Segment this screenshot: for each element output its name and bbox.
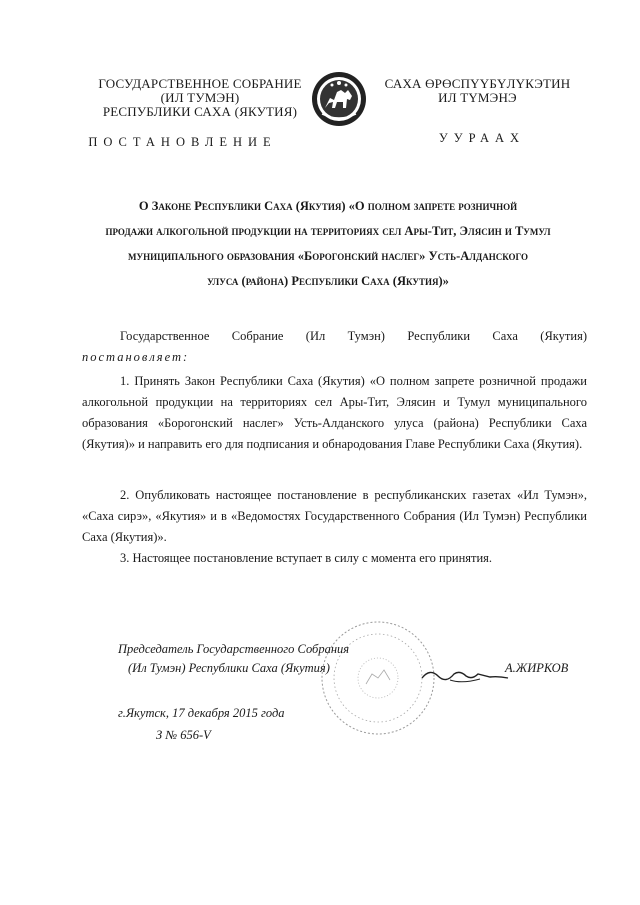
doc-type-left: ПОСТАНОВЛЕНИЕ	[88, 135, 277, 149]
paragraph-1: 1. Принять Закон Республики Саха (Якутия) «О полном запрете розничной продажи алкогольной продукции на территориях сел Ары-Тит, Элясин и Тумул муниципального образования «Борогонский наслег» Усть-Алданского улуса (района) Республики Саха (Якутия)» и направить его для подписания и обнародования Главе Республики Саха (Якутия).	[82, 374, 587, 451]
place-and-date: г.Якутск, 17 декабря 2015 года	[118, 706, 285, 720]
header-left-line3: РЕСПУБЛИКИ САХА (ЯКУТИЯ)	[102, 104, 298, 119]
paragraph-3: 3. Настоящее постановление вступает в силу с момента его принятия.	[120, 551, 493, 565]
header-right-block	[365, 77, 590, 105]
title-line2: продажи алкогольной продукции на территориях сел Ары-Тит, Элясин и Тумул	[105, 224, 551, 238]
signatory-title-line1: Председатель Государственного Собрания	[118, 642, 350, 656]
signatory-title-line2: (Ил Тумэн) Республики Саха (Якутия)	[128, 661, 330, 675]
handwritten-signature-icon	[420, 650, 510, 690]
header-right-line1: САХА ӨРӨСПҮҮБҮЛҮКЭТИН	[384, 76, 571, 91]
header-right-line2: ИЛ ТҮМЭНЭ	[438, 90, 517, 105]
coat-of-arms-emblem-icon	[310, 70, 368, 128]
signatory-name: А.ЖИРКОВ	[505, 661, 569, 675]
header-left-block	[60, 77, 340, 119]
title-line1: О Законе Республики Саха (Якутия) «О полном запрете розничной	[138, 199, 518, 213]
title-line4: улуса (района) Республики Саха (Якутия)»	[207, 274, 449, 288]
paragraph-2: 2. Опубликовать настоящее постановление в республиканских газетах «Ил Тумэн», «Саха сирэ», «Якутия» и в «Ведомостях Государственного Собрания (Ил Тумэн) Республики Саха (Якутия)».	[82, 488, 587, 544]
document-number: З № 656-V	[156, 728, 211, 742]
postanovlyaet-text: постановляет:	[82, 350, 190, 364]
document-title	[78, 194, 578, 294]
header-left-line2: (ИЛ ТУМЭН)	[160, 90, 240, 105]
header-left-line1: ГОСУДАРСТВЕННОЕ СОБРАНИЕ	[98, 76, 302, 91]
intro-paragraph: Государственное Собрание (Ил Тумэн) Республики Саха (Якутия)	[120, 329, 587, 343]
doc-type-right: УУРААХ	[438, 131, 526, 145]
title-line3: муниципального образования «Борогонский наслег» Усть-Алданского	[127, 249, 529, 263]
